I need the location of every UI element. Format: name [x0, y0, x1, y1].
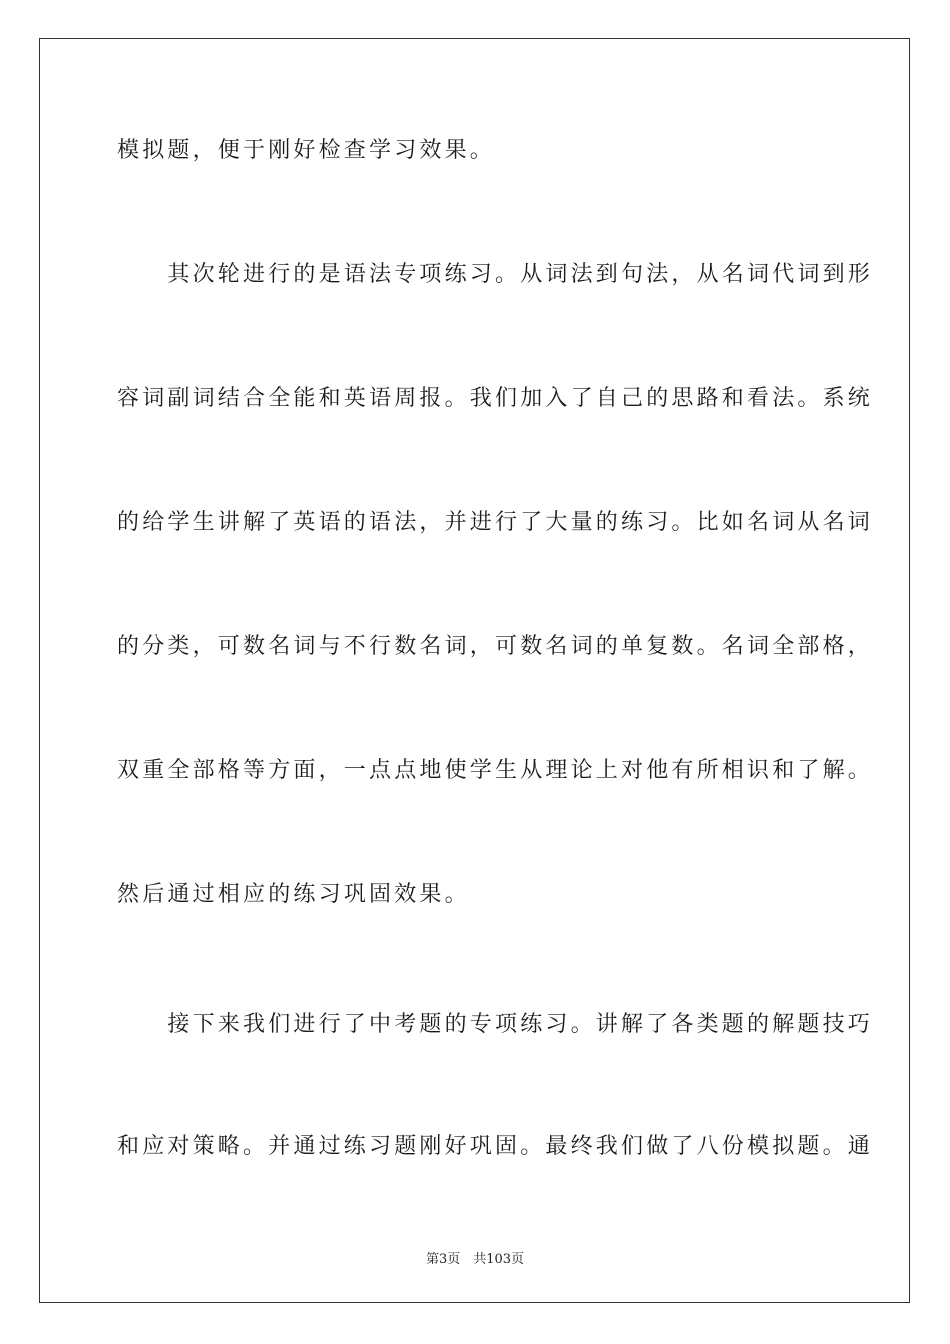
text-line: 双重全部格等方面，一点点地使学生从理论上对他有所相识和了解。 [117, 758, 874, 783]
text-line: 的分类，可数名词与不行数名词，可数名词的单复数。名词全部格， [117, 634, 874, 659]
text-line: 模拟题，便于刚好检查学习效果。 [117, 138, 496, 163]
text-line: 和应对策略。并通过练习题刚好巩固。最终我们做了八份模拟题。通 [117, 1134, 874, 1159]
text-line: 接下来我们进行了中考题的专项练习。讲解了各类题的解题技巧 [117, 1012, 874, 1037]
page-border [39, 38, 910, 1303]
text-line: 其次轮进行的是语法专项练习。从词法到句法，从名词代词到形 [117, 262, 874, 287]
text-line: 容词副词结合全能和英语周报。我们加入了自己的思路和看法。系统 [117, 386, 874, 411]
page-number-footer: 第3页 共103页 [425, 1252, 525, 1267]
text-line: 然后通过相应的练习巩固效果。 [117, 882, 470, 907]
text-line: 的给学生讲解了英语的语法，并进行了大量的练习。比如名词从名词 [117, 510, 874, 535]
